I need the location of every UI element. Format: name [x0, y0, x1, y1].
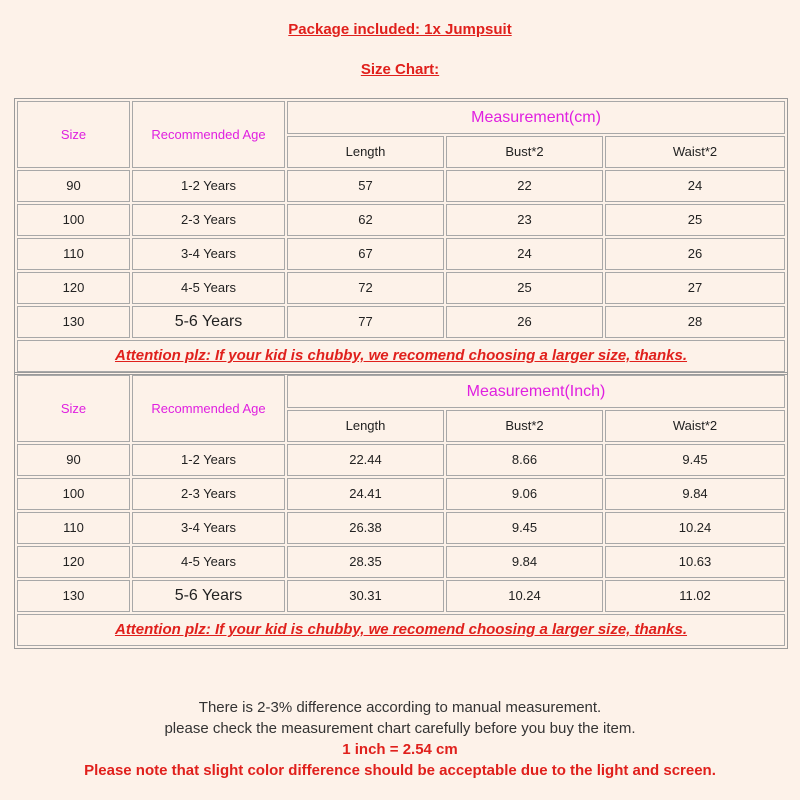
length-header: Length: [287, 136, 444, 168]
bust-cell: 9.45: [446, 512, 603, 544]
waist-cell: 9.84: [605, 478, 785, 510]
size-cell: 120: [17, 272, 130, 304]
table-row: [17, 546, 785, 578]
age-cell: 3-4 Years: [132, 512, 285, 544]
waist-header: Waist*2: [605, 410, 785, 442]
age-cell: 5-6 Years: [132, 580, 285, 612]
measurement-cm-header: Measurement(cm): [287, 101, 785, 134]
bust-cell: 24: [446, 238, 603, 270]
bust-cell: 9.84: [446, 546, 603, 578]
size-cell: 130: [17, 580, 130, 612]
waist-cell: 26: [605, 238, 785, 270]
size-cell: 90: [17, 170, 130, 202]
age-cell: 4-5 Years: [132, 546, 285, 578]
size-cell: 130: [17, 306, 130, 338]
attention-note: Attention plz: If your kid is chubby, we recomend choosing a larger size, thanks.: [17, 340, 785, 372]
measurement-inch-header: Measurement(Inch): [287, 375, 785, 408]
waist-cell: 28: [605, 306, 785, 338]
table-row: [17, 512, 785, 544]
length-cell: 28.35: [287, 546, 444, 578]
size-cell: 110: [17, 238, 130, 270]
bust-cell: 9.06: [446, 478, 603, 510]
size-chart-title: Size Chart:: [360, 61, 440, 78]
length-cell: 72: [287, 272, 444, 304]
age-cell: 2-3 Years: [132, 478, 285, 510]
inch-conversion-note: 1 inch = 2.54 cm: [342, 741, 458, 758]
size-cell: 120: [17, 546, 130, 578]
bust-cell: 26: [446, 306, 603, 338]
bust-cell: 23: [446, 204, 603, 236]
waist-cell: 25: [605, 204, 785, 236]
size-table-inch: [14, 372, 788, 649]
age-cell: 1-2 Years: [132, 444, 285, 476]
waist-cell: 24: [605, 170, 785, 202]
attention-note: Attention plz: If your kid is chubby, we recomend choosing a larger size, thanks.: [17, 614, 785, 646]
size-table-cm: [14, 98, 788, 375]
measurement-difference-note: There is 2-3% difference according to manual measurement.: [198, 699, 602, 716]
size-cell: 100: [17, 204, 130, 236]
color-difference-note: Please note that slight color difference should be acceptable due to the light and screen.: [84, 762, 716, 779]
size-cell: 100: [17, 478, 130, 510]
header-row: [17, 375, 785, 408]
size-cell: 110: [17, 512, 130, 544]
table-row: [17, 444, 785, 476]
length-cell: 62: [287, 204, 444, 236]
table-row: [17, 204, 785, 236]
age-cell: 2-3 Years: [132, 204, 285, 236]
waist-cell: 10.63: [605, 546, 785, 578]
length-cell: 67: [287, 238, 444, 270]
size-header: Size: [17, 101, 130, 168]
package-included-text: Package included: 1x Jumpsuit: [288, 21, 512, 38]
notes-block: [0, 697, 800, 781]
waist-cell: 9.45: [605, 444, 785, 476]
age-cell: 4-5 Years: [132, 272, 285, 304]
bust-cell: 8.66: [446, 444, 603, 476]
length-cell: 57: [287, 170, 444, 202]
age-header: Recommended Age: [132, 375, 285, 442]
length-cell: 77: [287, 306, 444, 338]
bust-header: Bust*2: [446, 136, 603, 168]
length-cell: 22.44: [287, 444, 444, 476]
header-row: [17, 101, 785, 134]
attention-row: [17, 614, 785, 646]
table-row: [17, 478, 785, 510]
length-cell: 30.31: [287, 580, 444, 612]
waist-cell: 10.24: [605, 512, 785, 544]
table-row: [17, 238, 785, 270]
table-row: [17, 170, 785, 202]
age-cell: 3-4 Years: [132, 238, 285, 270]
waist-cell: 27: [605, 272, 785, 304]
waist-cell: 11.02: [605, 580, 785, 612]
bust-cell: 25: [446, 272, 603, 304]
table-row: [17, 272, 785, 304]
length-cell: 24.41: [287, 478, 444, 510]
check-chart-note: please check the measurement chart carefully before you buy the item.: [164, 720, 636, 737]
age-header: Recommended Age: [132, 101, 285, 168]
bust-header: Bust*2: [446, 410, 603, 442]
bust-cell: 10.24: [446, 580, 603, 612]
waist-header: Waist*2: [605, 136, 785, 168]
bust-cell: 22: [446, 170, 603, 202]
size-header: Size: [17, 375, 130, 442]
age-cell: 5-6 Years: [132, 306, 285, 338]
length-cell: 26.38: [287, 512, 444, 544]
age-cell: 1-2 Years: [132, 170, 285, 202]
length-header: Length: [287, 410, 444, 442]
table-row: [17, 580, 785, 612]
attention-row: [17, 340, 785, 372]
table-row: [17, 306, 785, 338]
size-cell: 90: [17, 444, 130, 476]
